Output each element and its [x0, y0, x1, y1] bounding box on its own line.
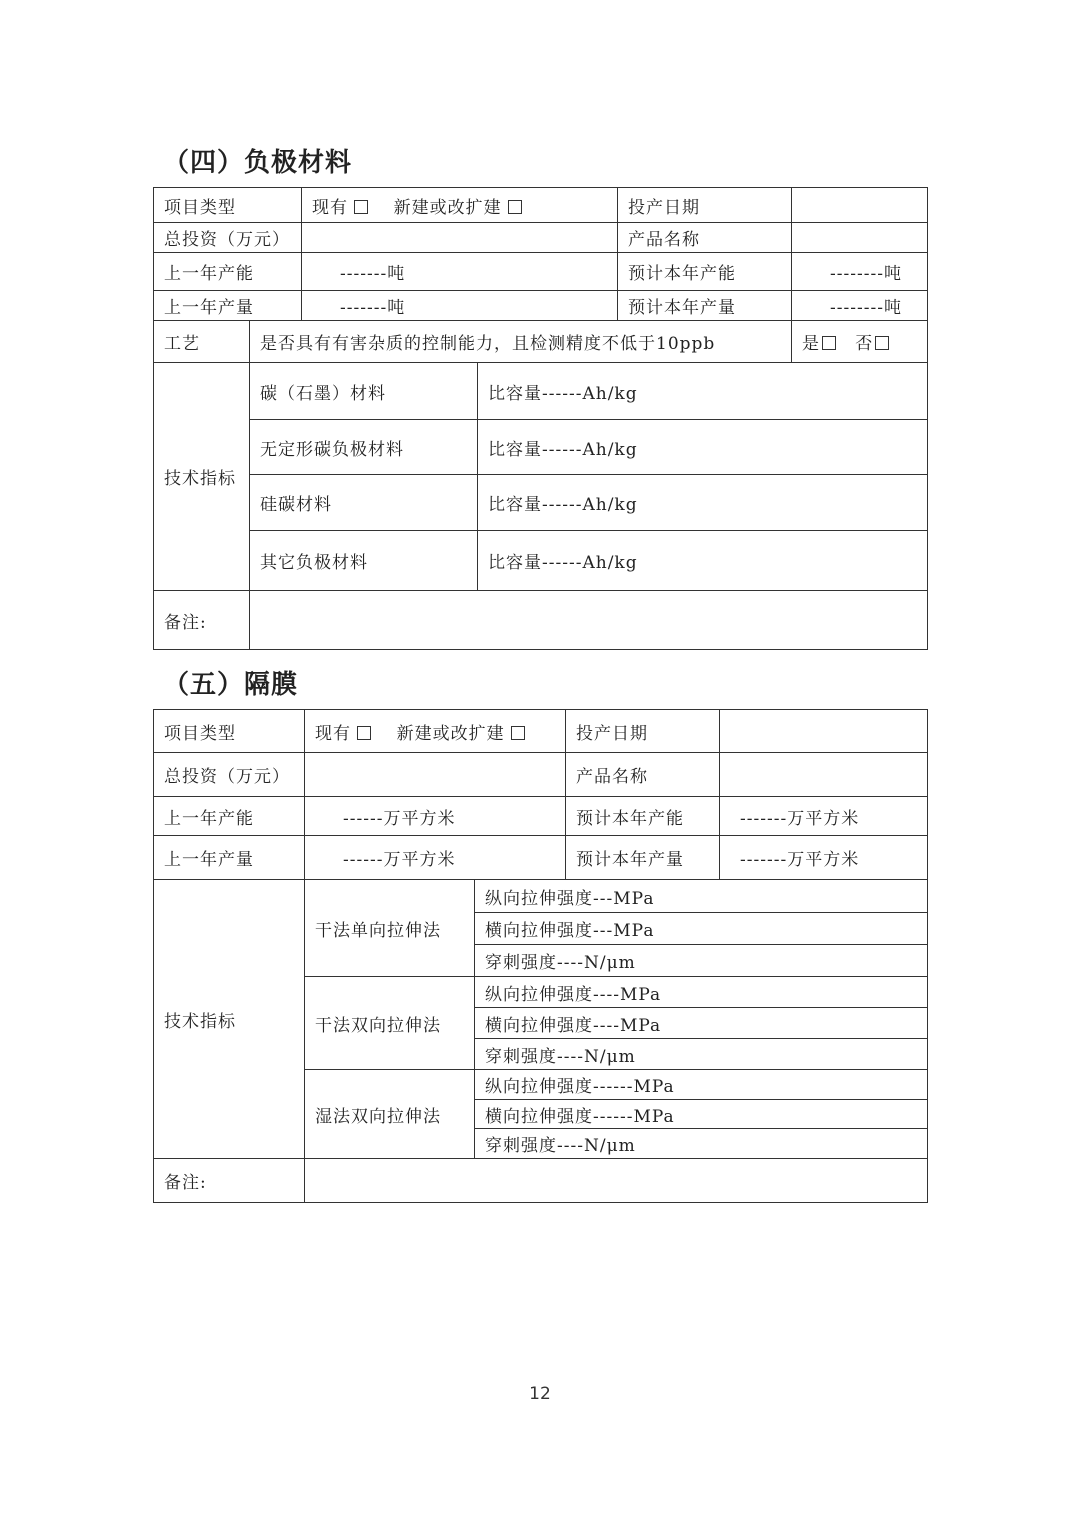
existing-label: 现有	[315, 723, 351, 744]
project-type-label: 项目类型	[154, 188, 302, 223]
method-spec[interactable]: 纵向拉伸强度---MPa	[475, 880, 928, 913]
new-checkbox[interactable]	[511, 726, 525, 740]
existing-checkbox[interactable]	[357, 726, 371, 740]
product-name-field[interactable]	[720, 753, 928, 797]
section4-title: （四）负极材料	[163, 148, 353, 178]
est-output-label: 预计本年产量	[618, 291, 792, 321]
new-label: 新建或改扩建	[396, 723, 505, 744]
total-investment-label: 总投资（万元）	[154, 753, 305, 797]
start-date-field[interactable]	[792, 188, 928, 223]
est-output-value[interactable]: --------吨	[792, 291, 928, 321]
tech-label: 技术指标	[154, 363, 250, 591]
method-spec[interactable]: 横向拉伸强度---MPa	[475, 913, 928, 945]
est-capacity-label: 预计本年产能	[618, 253, 792, 291]
est-output-label: 预计本年产量	[566, 836, 720, 880]
start-date-label: 投产日期	[566, 710, 720, 753]
material-spec[interactable]: 比容量------Ah/kg	[478, 531, 928, 591]
no-label: 否	[855, 334, 874, 354]
new-label: 新建或改扩建	[393, 197, 502, 218]
project-type-options	[305, 710, 566, 753]
page-number: 12	[529, 1384, 551, 1404]
start-date-label: 投产日期	[618, 188, 792, 223]
start-date-field[interactable]	[720, 710, 928, 753]
last-year-capacity-label: 上一年产能	[154, 797, 305, 836]
section5-table	[153, 709, 928, 1203]
last-year-capacity-label: 上一年产能	[154, 253, 302, 291]
method-spec[interactable]: 横向拉伸强度------MPa	[475, 1100, 928, 1129]
product-name-label: 产品名称	[618, 223, 792, 253]
product-name-field[interactable]	[792, 223, 928, 253]
method-spec[interactable]: 纵向拉伸强度------MPa	[475, 1070, 928, 1100]
last-year-output-label: 上一年产量	[154, 291, 302, 321]
process-options	[792, 321, 928, 363]
section4-table	[153, 187, 928, 650]
yes-checkbox[interactable]	[822, 336, 836, 350]
total-investment-label: 总投资（万元）	[154, 223, 302, 253]
material-name: 碳（石墨）材料	[250, 363, 478, 420]
est-capacity-label: 预计本年产能	[566, 797, 720, 836]
material-name: 其它负极材料	[250, 531, 478, 591]
section5-title: （五）隔膜	[163, 670, 299, 700]
remarks-field[interactable]	[305, 1159, 928, 1203]
total-investment-field[interactable]	[302, 223, 618, 253]
method-spec[interactable]: 纵向拉伸强度----MPa	[475, 977, 928, 1008]
method-spec[interactable]: 穿刺强度----N/μm	[475, 1039, 928, 1070]
material-name: 硅碳材料	[250, 475, 478, 531]
method-spec[interactable]: 穿刺强度----N/μm	[475, 1129, 928, 1159]
method-name: 湿法双向拉伸法	[305, 1070, 475, 1159]
method-name: 干法双向拉伸法	[305, 977, 475, 1070]
product-name-label: 产品名称	[566, 753, 720, 797]
last-year-output-value[interactable]: -------吨	[302, 291, 618, 321]
last-year-capacity-value[interactable]: ------万平方米	[305, 797, 566, 836]
material-spec[interactable]: 比容量------Ah/kg	[478, 363, 928, 420]
total-investment-field[interactable]	[305, 753, 566, 797]
method-spec[interactable]: 穿刺强度----N/μm	[475, 945, 928, 977]
remarks-field[interactable]	[250, 591, 928, 650]
est-output-value[interactable]: -------万平方米	[720, 836, 928, 880]
new-checkbox[interactable]	[508, 200, 522, 214]
method-spec[interactable]: 横向拉伸强度----MPa	[475, 1008, 928, 1039]
est-capacity-value[interactable]: -------万平方米	[720, 797, 928, 836]
material-spec[interactable]: 比容量------Ah/kg	[478, 420, 928, 475]
material-name: 无定形碳负极材料	[250, 420, 478, 475]
process-question: 是否具有有害杂质的控制能力，且检测精度不低于10ppb	[250, 321, 792, 363]
project-type-options	[302, 188, 618, 223]
existing-checkbox[interactable]	[354, 200, 368, 214]
last-year-capacity-value[interactable]: -------吨	[302, 253, 618, 291]
no-checkbox[interactable]	[875, 336, 889, 350]
remarks-label: 备注:	[154, 591, 250, 650]
yes-label: 是	[802, 334, 820, 354]
material-spec[interactable]: 比容量------Ah/kg	[478, 475, 928, 531]
project-type-label: 项目类型	[154, 710, 305, 753]
tech-label: 技术指标	[154, 880, 305, 1159]
last-year-output-label: 上一年产量	[154, 836, 305, 880]
last-year-output-value[interactable]: ------万平方米	[305, 836, 566, 880]
existing-label: 现有	[312, 197, 348, 218]
method-name: 干法单向拉伸法	[305, 880, 475, 977]
est-capacity-value[interactable]: --------吨	[792, 253, 928, 291]
process-label: 工艺	[154, 321, 250, 363]
remarks-label: 备注:	[154, 1159, 305, 1203]
